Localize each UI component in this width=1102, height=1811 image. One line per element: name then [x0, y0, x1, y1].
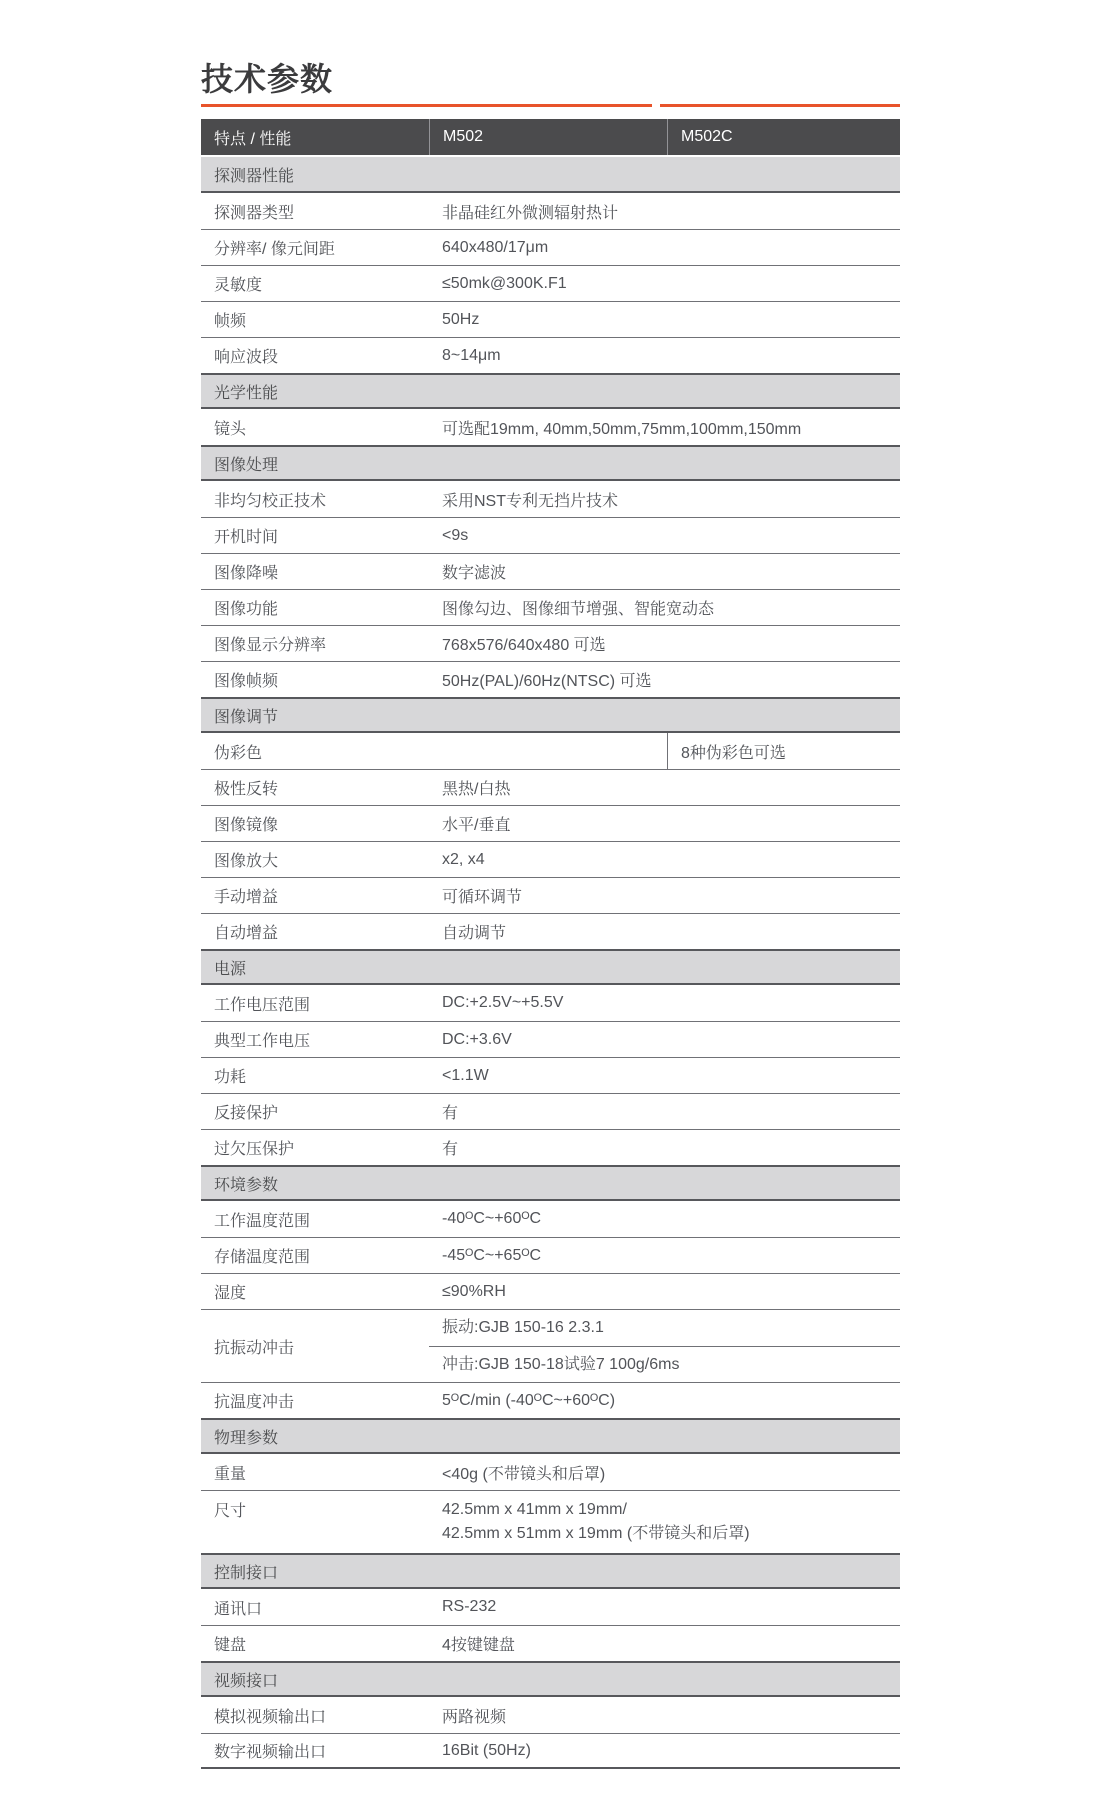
- row-label: 帧频: [214, 313, 247, 330]
- row-value: 两路视频: [442, 1708, 507, 1726]
- spec-row: [201, 733, 900, 769]
- title-underline-left-segment: [201, 104, 652, 107]
- row-value: 可选配19mm, 40mm,50mm,75mm,100mm,150mm: [442, 420, 802, 438]
- header-col-m502c: M502C: [667, 119, 900, 155]
- row-label: 典型工作电压: [214, 1033, 311, 1050]
- row-label: 探测器类型: [214, 204, 295, 222]
- row-value: 采用NST专利无挡片技术: [442, 492, 619, 510]
- row-value: <1.1W: [442, 1066, 489, 1084]
- spec-row: [201, 1454, 900, 1490]
- row-value-line: 42.5mm x 41mm x 19mm/: [442, 1501, 627, 1518]
- spec-row: [201, 769, 900, 805]
- section-header: 图像处理: [201, 445, 900, 481]
- row-label: 灵敏度: [214, 277, 263, 294]
- spec-row: [201, 661, 900, 697]
- spec-row: [201, 193, 900, 229]
- row-label: 极性反转: [214, 781, 279, 798]
- row-label: 分辨率/ 像元间距: [214, 241, 335, 258]
- row-sub-value: 冲击:GJB 150-18试验7 100g/6ms: [429, 1346, 900, 1382]
- spec-row: [201, 985, 900, 1021]
- section-header: 图像调节: [201, 697, 900, 733]
- section-header: 探测器性能: [201, 157, 900, 193]
- page-title: 技术参数: [201, 61, 334, 97]
- row-value-stack: [429, 1310, 900, 1382]
- row-label: 图像镜像: [214, 817, 279, 834]
- row-label: 工作温度范围: [214, 1212, 311, 1230]
- spec-row: [201, 1382, 900, 1418]
- spec-row: [201, 265, 900, 301]
- spec-row: [201, 841, 900, 877]
- row-value: 768x576/640x480 可选: [442, 637, 606, 654]
- row-value: 黑热/白热: [442, 781, 511, 798]
- spec-row: [201, 1057, 900, 1093]
- spec-row: [201, 481, 900, 517]
- row-value: 自动调节: [442, 925, 507, 942]
- row-value: 水平/垂直: [442, 817, 511, 834]
- row-label: 过欠压保护: [214, 1141, 295, 1158]
- spec-row: [201, 1273, 900, 1309]
- row-label: 存储温度范围: [214, 1249, 311, 1266]
- row-label: 模拟视频输出口: [214, 1708, 327, 1726]
- row-label: 尺寸: [214, 1503, 247, 1520]
- row-value: 50Hz: [442, 310, 480, 328]
- row-sub-value: 振动:GJB 150-16 2.3.1: [442, 1319, 604, 1336]
- row-label: 抗温度冲击: [214, 1394, 295, 1411]
- row-label: 反接保护: [214, 1105, 279, 1122]
- row-value: -40ᴼC~+60ᴼC: [442, 1210, 542, 1227]
- spec-table: [201, 119, 900, 1769]
- row-value: DC:+2.5V~+5.5V: [442, 994, 564, 1011]
- row-label: 图像功能: [214, 601, 279, 618]
- row-value-line: 42.5mm x 51mm x 19mm (不带镜头和后罩): [442, 1525, 750, 1542]
- spec-row: [201, 1697, 900, 1733]
- row-value: 5ᴼC/min (-40ᴼC~+60ᴼC): [442, 1391, 616, 1409]
- title-underline-right-segment: [660, 104, 900, 107]
- row-label: 键盘: [214, 1637, 247, 1654]
- row-value: ≤90%RH: [442, 1282, 506, 1300]
- row-value: RS-232: [442, 1598, 497, 1615]
- row-label: 重量: [214, 1465, 247, 1483]
- spec-row: [201, 1733, 900, 1769]
- spec-row: [201, 877, 900, 913]
- spec-row: [201, 1309, 900, 1382]
- table-body: [201, 157, 900, 1769]
- title-underline-gap: [652, 104, 660, 107]
- row-label: 图像帧频: [214, 673, 279, 690]
- row-value: <40g (不带镜头和后罩): [442, 1465, 606, 1483]
- title-underline: [201, 104, 900, 107]
- row-label: 功耗: [214, 1069, 247, 1086]
- row-label: 手动增益: [214, 889, 279, 906]
- row-value-m502c: 8种伪彩色可选: [667, 733, 900, 769]
- row-value: [429, 1491, 900, 1553]
- row-label: 非均匀校正技术: [214, 492, 327, 510]
- row-label: 图像显示分辨率: [214, 637, 327, 654]
- section-header: 光学性能: [201, 373, 900, 409]
- spec-row: [201, 229, 900, 265]
- row-value: <9s: [442, 526, 469, 544]
- spec-row: [201, 1589, 900, 1625]
- datasheet-page: [201, 61, 900, 1769]
- row-value: 图像勾边、图像细节增强、智能宽动态: [442, 601, 715, 618]
- spec-row: [201, 1237, 900, 1273]
- row-value: 非晶硅红外微测辐射热计: [442, 204, 619, 222]
- row-value: 有: [442, 1105, 459, 1122]
- row-value: 16Bit (50Hz): [442, 1741, 531, 1759]
- spec-row: [201, 625, 900, 661]
- row-value: x2, x4: [442, 850, 485, 868]
- row-label: 镜头: [214, 420, 247, 438]
- row-value: -45ᴼC~+65ᴼC: [442, 1246, 542, 1264]
- spec-row: [201, 553, 900, 589]
- spec-row: [201, 1021, 900, 1057]
- row-value: 4按键键盘: [442, 1637, 515, 1654]
- spec-row: [201, 913, 900, 949]
- spec-row: [201, 589, 900, 625]
- row-label: 响应波段: [214, 349, 279, 366]
- row-label: 伪彩色: [214, 744, 263, 762]
- section-header: 物理参数: [201, 1418, 900, 1454]
- spec-row: [201, 517, 900, 553]
- spec-row: [201, 1093, 900, 1129]
- row-value: ≤50mk@300K.F1: [442, 274, 567, 292]
- row-label: 开机时间: [214, 529, 279, 546]
- row-value-m502-empty: [429, 733, 667, 769]
- row-label: 数字视频输出口: [214, 1744, 327, 1761]
- section-header: 电源: [201, 949, 900, 985]
- header-col-feature: 特点 / 性能: [214, 130, 292, 148]
- row-label: 通讯口: [214, 1600, 263, 1618]
- header-col-m502: M502: [429, 119, 667, 155]
- section-header: 控制接口: [201, 1553, 900, 1589]
- row-value: 640x480/17μm: [442, 238, 549, 256]
- row-label: 抗振动冲击: [214, 1339, 295, 1357]
- row-label: 工作电压范围: [214, 996, 311, 1014]
- spec-row: [201, 1490, 900, 1553]
- spec-row: [201, 337, 900, 373]
- row-value: 50Hz(PAL)/60Hz(NTSC) 可选: [442, 673, 652, 690]
- row-value: DC:+3.6V: [442, 1030, 512, 1048]
- spec-row: [201, 409, 900, 445]
- spec-row: [201, 1201, 900, 1237]
- row-value: 可循环调节: [442, 889, 523, 906]
- row-label: 自动增益: [214, 925, 279, 942]
- spec-row: [201, 1129, 900, 1165]
- section-header: 视频接口: [201, 1661, 900, 1697]
- spec-row: [201, 1625, 900, 1661]
- row-value: 有: [442, 1141, 459, 1158]
- spec-row: [201, 301, 900, 337]
- row-label: 湿度: [214, 1285, 247, 1302]
- table-header-row: [201, 119, 900, 155]
- section-header: 环境参数: [201, 1165, 900, 1201]
- row-label: 图像降噪: [214, 565, 279, 582]
- spec-row: [201, 805, 900, 841]
- row-value: 8~14μm: [442, 346, 501, 364]
- row-label: 图像放大: [214, 853, 279, 870]
- row-value: 数字滤波: [442, 565, 507, 582]
